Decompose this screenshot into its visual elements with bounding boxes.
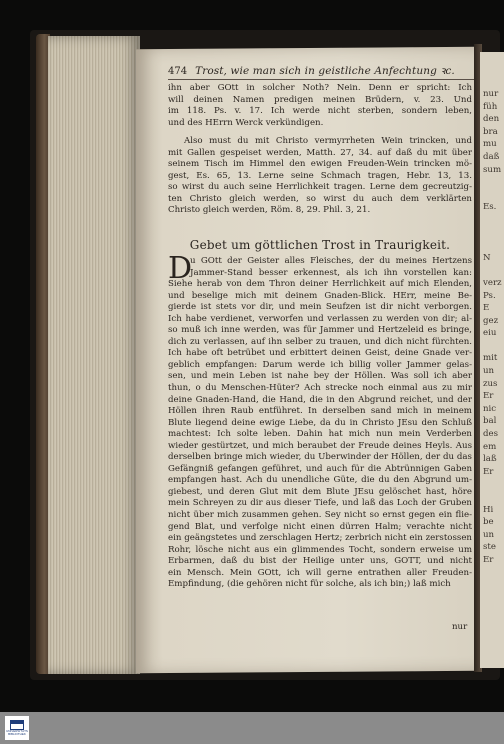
- facing-page-fragment: [483, 227, 504, 240]
- facing-page-fragment: zus: [483, 378, 498, 389]
- text-line: gest, Es. 65, 13. Lerne seine Schmach tragen, Hebr. 13, 13.: [168, 170, 472, 181]
- facing-page-fragment: E: [483, 303, 490, 314]
- facing-page-fragment: bal: [483, 416, 497, 427]
- facing-page-fragment: [483, 214, 504, 227]
- header-rule: [168, 79, 474, 80]
- facing-page-fragment: [483, 340, 504, 353]
- text-line: ein geängstetes und zerschlagen Hertz; zerbrich nicht ein zerstossen: [168, 533, 472, 544]
- catchword: nur: [452, 622, 468, 632]
- facing-page-fragment: füh: [483, 101, 498, 112]
- text-line: gierde ist stets vor dir, und mein Seufzen ist dir nicht verborgen.: [168, 302, 472, 313]
- text-line: geblich empfangen: Darum werde ich billig voller Jammer gelas-: [168, 359, 472, 370]
- facing-page-fragment: ste: [483, 542, 496, 553]
- prayer-heading: Gebet um göttlichen Trost in Traurigkeit.: [189, 238, 451, 252]
- facing-page-fragment: verz: [483, 277, 502, 288]
- facing-page-fragment: daß: [483, 151, 500, 162]
- facing-page-fragment: [483, 491, 504, 504]
- facing-page-fragment: eiu: [483, 328, 497, 339]
- viewer-footer-bar: [0, 712, 504, 744]
- facing-page-fragment: [483, 478, 504, 491]
- facing-page-fragment: den: [483, 114, 500, 125]
- library-logo: [5, 716, 29, 740]
- prayer-text: [168, 251, 472, 591]
- text-line: Rohr, lösche nicht aus ein glimmendes Tocht, sondern erweise um: [168, 544, 472, 555]
- text-line: und beselige mich mit deinem Gnaden-Blick. HErr, meine Be-: [168, 290, 472, 301]
- library-logo-icon: [10, 720, 24, 730]
- text-line: und des HErrn Werck verkündigen.: [168, 117, 324, 128]
- text-line: ihn aber GOtt in solcher Noth? Nein. Denn er spricht: Ich: [168, 83, 472, 93]
- page-edges: [48, 36, 140, 674]
- facing-page-fragment: N: [483, 252, 491, 263]
- text-line: Also must du mit Christo vermyrrheten Wein trincken, und: [184, 136, 472, 146]
- facing-page-edge: [480, 52, 504, 668]
- text-line: deine Gnaden-Hand, die Hand, die in den Abgrund reichet, und der: [168, 394, 472, 405]
- text-line: dich zu verlassen, auf ihn selber zu trauen, und dich nicht fürchten.: [168, 336, 472, 347]
- text-line: nicht über mich zusammen gehen. Sey nicht so ernst gegen ein flie-: [168, 510, 472, 521]
- facing-page-fragment: be: [483, 517, 494, 528]
- text-line: wieder gestürtzet, und mich beraubet der Freude deines Heyls. Aus: [168, 440, 472, 451]
- facing-page-fragment: Hi: [483, 504, 494, 515]
- facing-page-fragment: em: [483, 441, 497, 452]
- facing-page-fragment: mu: [483, 139, 497, 150]
- text-line: im 118. Ps. v. 17. Ich werde nicht sterben, sondern leben,: [168, 106, 472, 117]
- text-line: derselben bringe mich wieder, du Uberwinder der Höllen, der du das: [168, 452, 472, 463]
- text-line: Erbarmen, daß du bist der Heilige unter uns, GOTT, und nicht: [168, 556, 472, 567]
- text-line: u GOtt der Geister alles Fleisches, der du meines Hertzens: [190, 256, 472, 266]
- library-logo-text: UNIVERSITÄTS BIBLIOTHEK: [6, 728, 28, 736]
- text-line: gend Blat, und verfolge nicht einen dürren Halm; verachte nicht: [168, 521, 472, 532]
- facing-page-fragment: gez: [483, 315, 499, 326]
- text-line: so wirst du auch seine Herrlichkeit tragen. Lerne dem gecreutzig-: [168, 182, 472, 193]
- paragraph-1: [168, 83, 472, 129]
- facing-page-fragment: bra: [483, 126, 498, 137]
- text-line: machtest: Ich solte leben. Dahin hat mich nun mein Verderben: [168, 429, 472, 440]
- text-line: so muß ich inne werden, was für Jammer und Hertzeleid es bringe,: [168, 325, 472, 336]
- facing-page-fragment: nic: [483, 403, 497, 414]
- text-line: Christo gleich werden, Röm. 8, 29. Phil. 3, 21.: [168, 205, 371, 216]
- facing-page-fragment: [483, 239, 504, 252]
- facing-page-fragment: sum: [483, 164, 502, 175]
- text-line: Höllen ihren Raub entführet. In derselben sand mich in meinem: [168, 406, 472, 417]
- page-number: 474: [168, 66, 188, 77]
- facing-page-fragment: Er: [483, 554, 494, 565]
- facing-page-fragment: un: [483, 529, 495, 540]
- facing-page-fragment: Er: [483, 391, 494, 402]
- drop-cap: D: [168, 251, 193, 286]
- text-line: ten Christo gleich werden, so wirst du auch dem verklärten: [168, 193, 472, 204]
- text-line: Empfindung, (die gehören nicht für solche, als ich bin;) laß mich: [168, 579, 451, 590]
- facing-page-fragment: mit: [483, 353, 498, 364]
- facing-page-fragment: Es.: [483, 202, 497, 213]
- text-line: mit Gallen gespeiset werden, Matth. 27, 34. auf daß du mit über: [168, 147, 472, 158]
- text-line: Ich habe verdienet, verworfen und verlassen zu werden von dir; al-: [168, 313, 472, 324]
- facing-page-fragment: des: [483, 429, 498, 440]
- facing-page-fragment: Er: [483, 466, 494, 477]
- text-line: Gefängniß gefangen geführet, und auch für die Abtrünnigen Gaben: [168, 463, 472, 474]
- facing-page-fragment: [483, 264, 504, 277]
- facing-page-fragment: nur: [483, 89, 499, 99]
- facing-page-fragment: un: [483, 366, 495, 377]
- text-line: Siehe herab von dem Thron deiner Herrlichkeit auf mich Elenden,: [168, 279, 472, 290]
- text-line: ein Mensch. Mein GOtt, ich will gerne entrathen aller Freuden-: [168, 567, 472, 578]
- facing-page-fragment: [483, 189, 504, 202]
- facing-page-fragment: laß: [483, 454, 497, 465]
- page-header: [168, 64, 474, 80]
- facing-page-fragment: [483, 176, 504, 189]
- text-line: seinem Tisch im Himmel den ewigen Freuden-Wein trincken mö-: [168, 159, 472, 170]
- text-line: Blute liegend deine ewige Liebe, da du in Christo JEsu den Schluß: [168, 417, 472, 428]
- text-line: giebest, und deren Glut mit dem Blute JEsu gelöschet hast, höre: [168, 486, 472, 497]
- text-line: Ich habe oft betrübet und erbittert deinen Geist, deine Gnade ver-: [168, 348, 472, 359]
- text-line: will deinen Namen predigen meinen Brüdern, v. 23. Und: [168, 94, 472, 105]
- text-line: Jammer-Stand besser erkennest, als ich ihn vorstellen kan:: [190, 267, 472, 278]
- facing-page-fragment: Ps.: [483, 290, 496, 301]
- paragraph-2: [168, 136, 472, 217]
- text-line: empfangen hast. Ach du unendliche Güte, die du den Abgrund um-: [168, 475, 472, 486]
- running-title: Trost, wie man sich in geistliche Anfechtung ꝛc.: [195, 65, 455, 77]
- text-line: mein Schreyen zu dir aus dieser Tiefe, und laß das Loch der Gruben: [168, 498, 472, 509]
- text-line: sen, und mein Leben ist nahe bey der Höllen. Was soll ich aber: [168, 371, 472, 382]
- text-line: thun, o du Menschen-Hüter? Ach strecke noch einmal aus zu mir: [168, 383, 472, 394]
